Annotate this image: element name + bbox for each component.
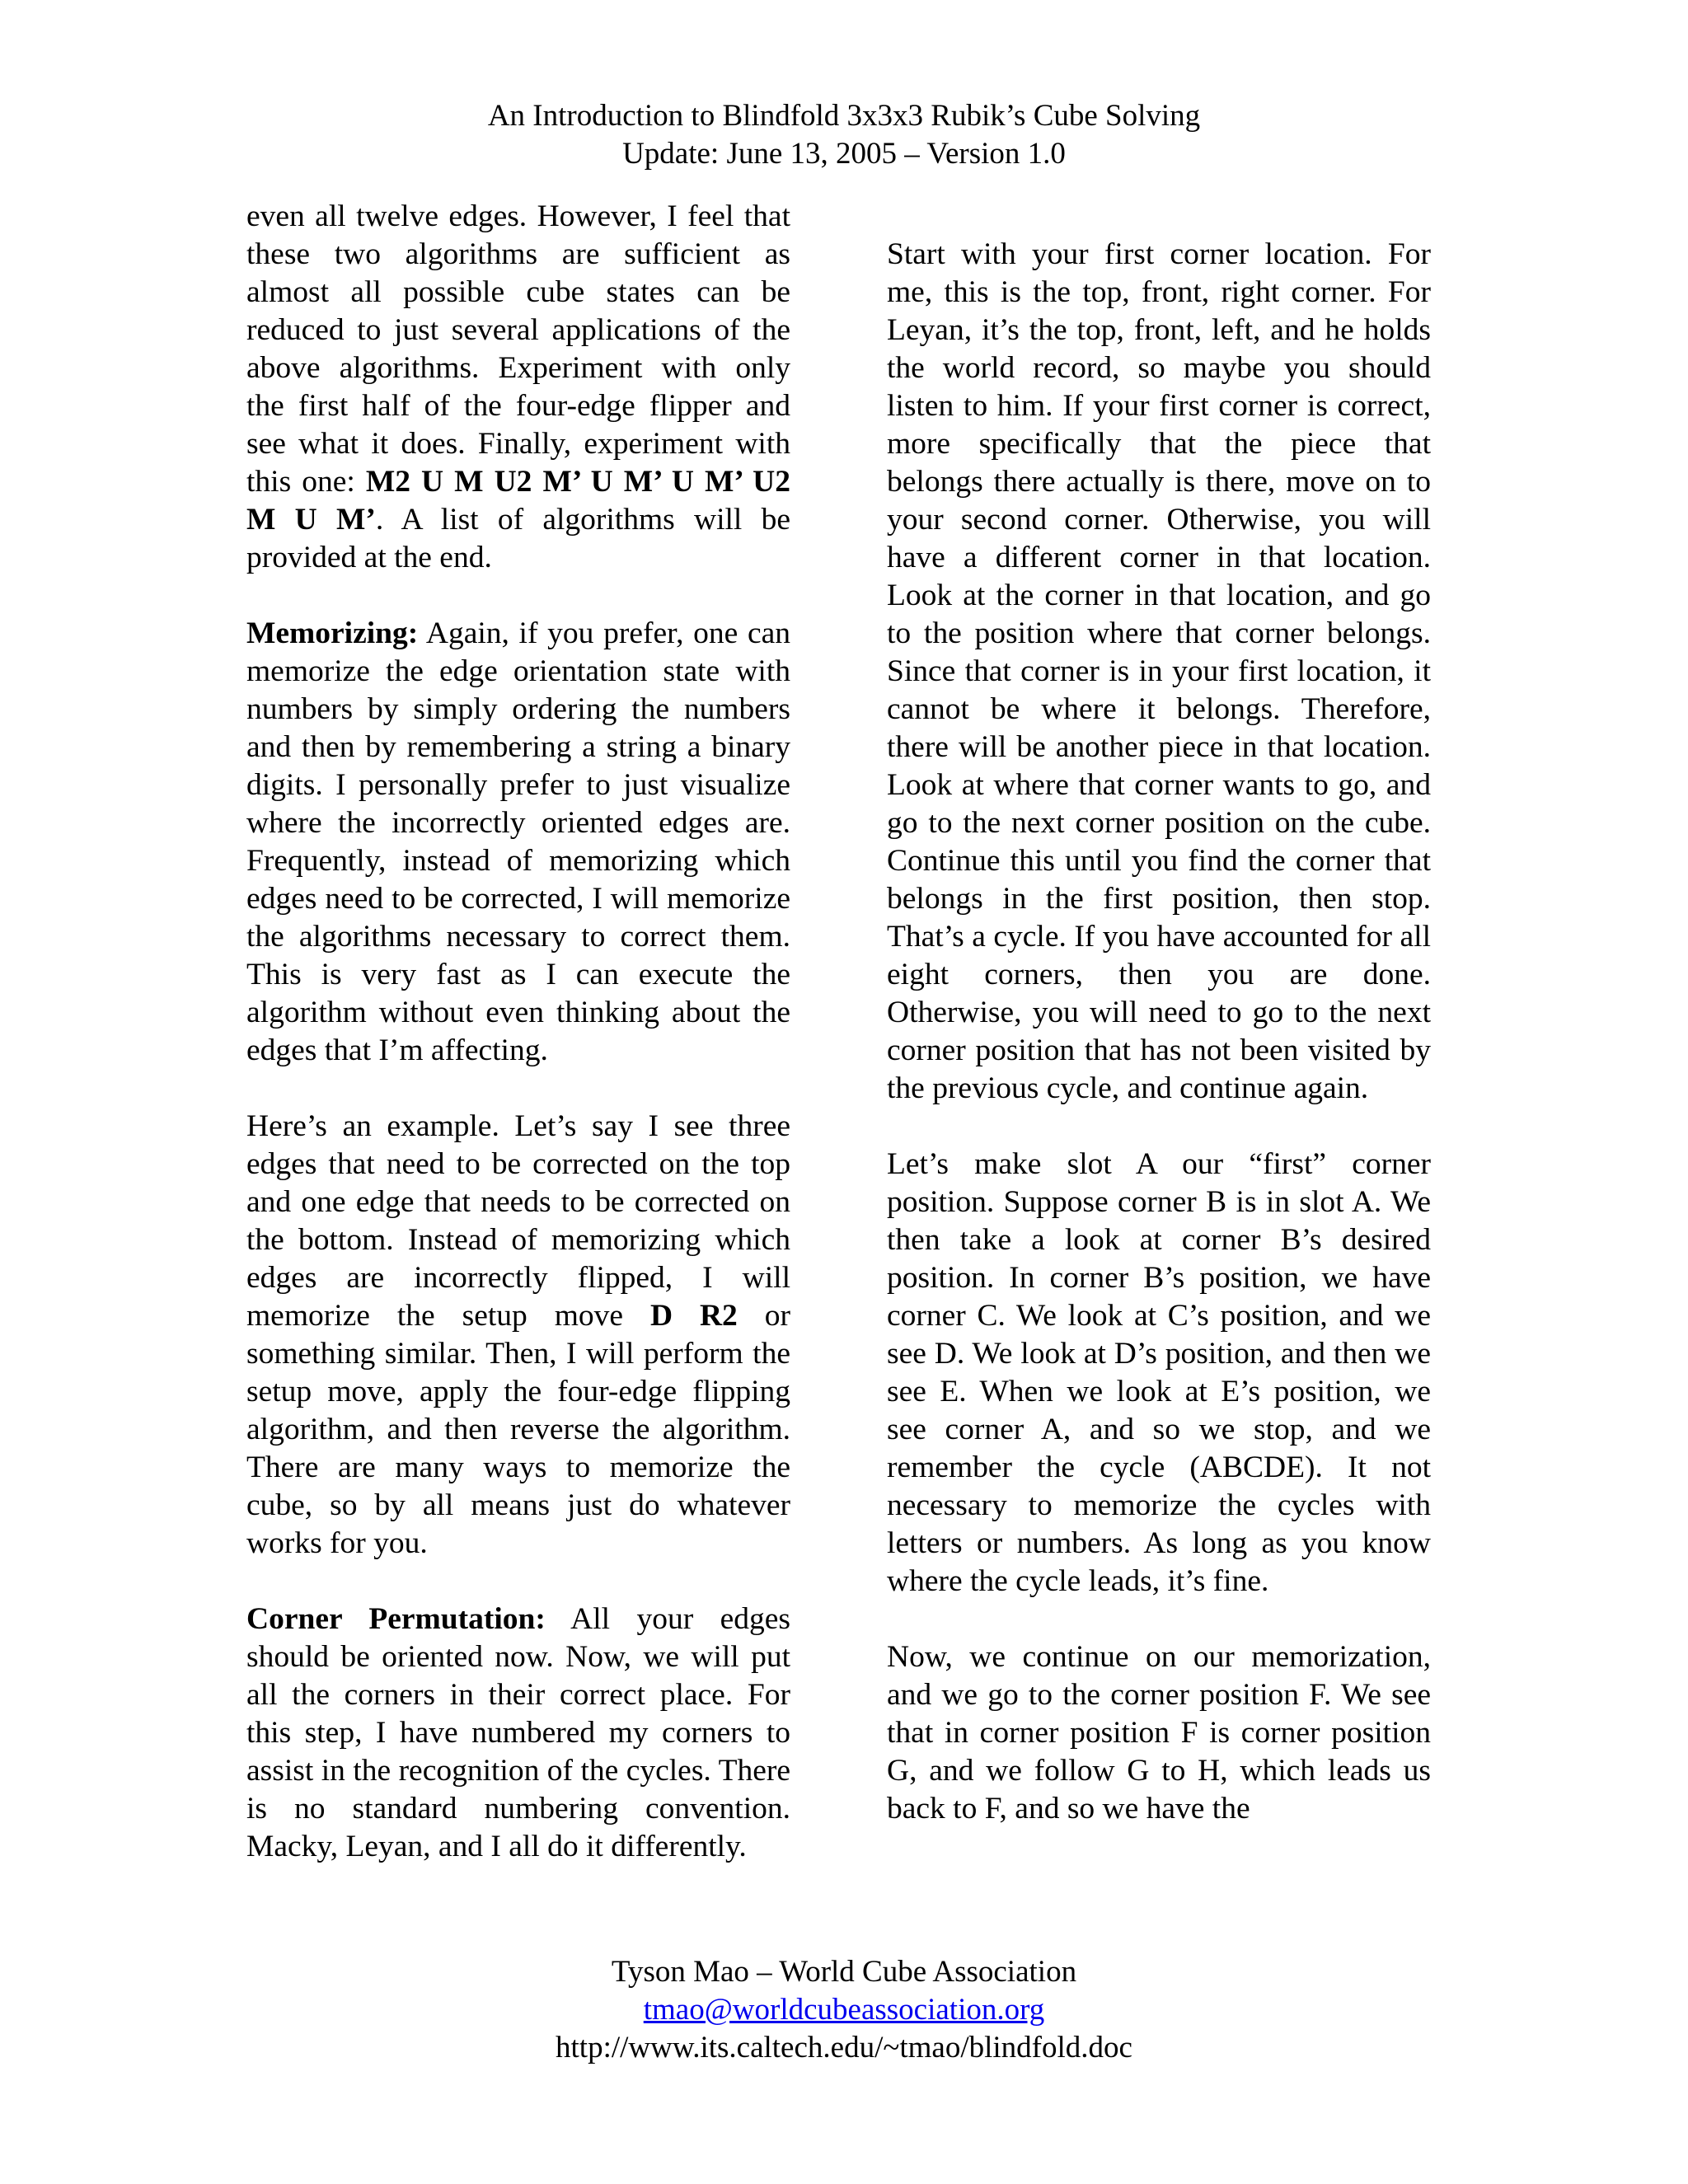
paragraph-edges-intro xyxy=(246,198,790,577)
paragraph-text: even all twelve edges. However, I feel that these two algorithms are sufficient as almost all possible cube states can be reduced to just several applications of the above algorithms. Experiment with only the first half of the four-edge flipper and see what it does. Finally, experiment with this one: xyxy=(246,199,790,499)
page-footer xyxy=(0,1953,1688,2067)
paragraph-text: Again, if you prefer, one can memorize the edge orientation state with numbers by simply ordering the numbers and then by remembering a string a binary digits. I personally prefer to just visualize where the incorrectly oriented edges are. Frequently, instead of memorizing which edges need to be corrected, I will memorize the algorithms necessary to correct them. This is very fast as I can execute the algorithm without even thinking about the edges that I’m affecting. xyxy=(246,616,790,1067)
paragraph-text: Here’s an example. Let’s say I see three edges that need to be corrected on the top and one edge that needs to be corrected on the bottom. Instead of memorizing which edges are incorrectly flipped, I will memorize the setup move xyxy=(246,1109,790,1333)
left-column xyxy=(246,198,790,1866)
paragraph-continue-memorization: Now, we continue on our memorization, and we go to the corner position F. We see that in corner position F is corner position G, and we follow G to H, which leads us back to F, and so we have the xyxy=(887,1640,1431,1825)
paragraph-text: or something similar. Then, I will perform the setup move, apply the four-edge flipping algorithm, and then reverse the algorithm. There are many ways to memorize the cube, so by all means just do whatever works for you. xyxy=(246,1299,790,1560)
paragraph-text: All your edges should be oriented now. Now, we will put all the corners in their correct place. For this step, I have numbered my corners to assist in the recognition of the cycles. There is no standard numbering convention. Macky, Leyan, and I all do it differently. xyxy=(246,1602,790,1863)
paragraph-cycle-example: Let’s make slot A our “first” corner position. Suppose corner B is in slot A. We then take a look at corner B’s desired position. In corner B’s position, we have corner C. We look at C’s position, and we see D. We look at D’s position, and then we see E. When we look at E’s position, we see corner A, and so we stop, and we remember the cycle (ABCDE). It not necessary to memorize the cycles with letters or numbers. As long as you know where the cycle leads, it’s fine. xyxy=(887,1147,1431,1598)
paragraph-memorizing xyxy=(246,615,790,1070)
footer-url: http://www.its.caltech.edu/~tmao/blindfold.doc xyxy=(556,2031,1132,2064)
paragraph-example xyxy=(246,1108,790,1563)
paragraph-first-corner: Start with your first corner location. For me, this is the top, front, right corner. For Leyan, it’s the top, front, left, and he holds the world record, so maybe you should listen to him. If your first corner is correct, more specifically that the piece that belongs there actually is there, move on to your second corner. Otherwise, you will have a different corner in that location. Look at the corner in that location, and go to the position where that corner belongs. Since that corner is in your first location, it cannot be where it belongs. Therefore, there will be another piece in that location. Look at where that corner wants to go, and go to the next corner position on the cube. Continue this until you find the corner that belongs in the first position, then stop. That’s a cycle. If you have accounted for all eight corners, then you are done. Otherwise, you will need to go to the next corner position that has not been visited by the previous cycle, and continue again. xyxy=(887,237,1431,1105)
document-title: An Introduction to Blindfold 3x3x3 Rubik’s Cube Solving xyxy=(487,99,1201,133)
section-heading-memorizing: Memorizing: xyxy=(246,616,419,650)
footer-author: Tyson Mao – World Cube Association xyxy=(611,1955,1077,1989)
page-header xyxy=(0,97,1688,173)
setup-move-text: D R2 xyxy=(649,1299,738,1333)
paragraph-text: . A list of algorithms will be provided at the end. xyxy=(246,503,790,574)
section-heading-corner-permutation: Corner Permutation: xyxy=(246,1602,546,1636)
algorithm-text: M2 U M U2 M’ U M’ U M’ U2 M U M’ xyxy=(246,465,790,537)
document-update-line: Update: June 13, 2005 – Version 1.0 xyxy=(622,137,1066,171)
paragraph-corner-permutation xyxy=(246,1601,790,1866)
footer-email-link[interactable]: tmao@worldcubeassociation.org xyxy=(643,1993,1045,2027)
right-column xyxy=(887,236,1431,1828)
